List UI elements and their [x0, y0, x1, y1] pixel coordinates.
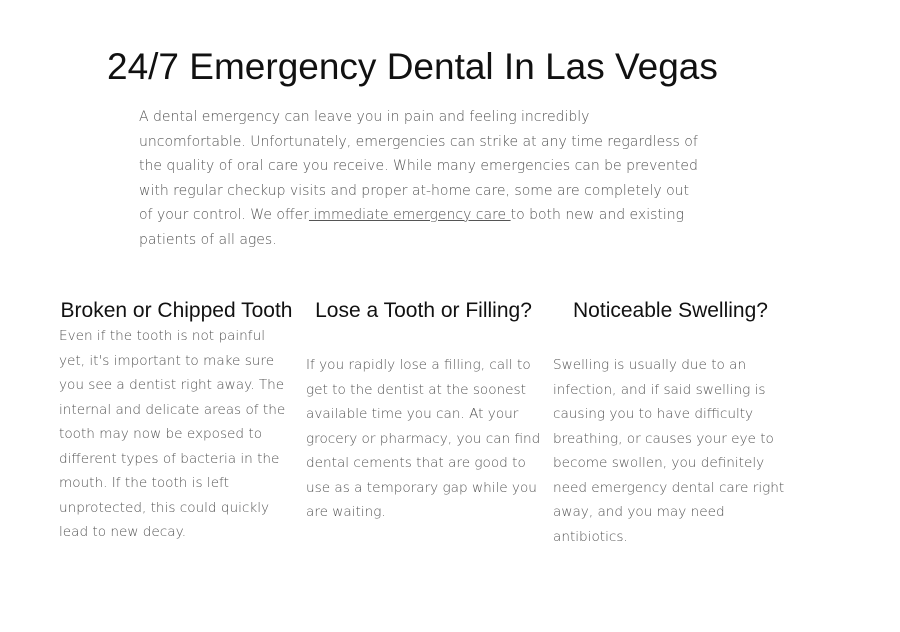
column-swelling — [553, 296, 788, 549]
column-body: Swelling is usually due to an infection, and if said swelling is causing you to have difficulty breathing, or causes your eye to become swollen, you definitely need emergency dental care right away, and you may need antibiotics. — [553, 357, 785, 545]
column-heading: Lose a Tooth or Filling? — [315, 299, 532, 322]
column-body: Even if the tooth is not painful yet, it's important to make sure you see a dentist right away. The internal and delicate areas of the tooth may now be exposed to different types of bacteria in the mouth. If the tooth is left unprotected, this could quickly lead to new decay. — [59, 328, 286, 540]
page-title: 24/7 Emergency Dental In Las Vegas — [107, 46, 718, 87]
column-heading: Broken or Chipped Tooth — [60, 299, 293, 322]
column-lost-filling — [306, 296, 541, 525]
intro-text-before-link: A dental emergency can leave you in pain and feeling incredibly uncomfortable. Unfortunately, emergencies can strike at any time regardless of the quality of oral care you receive. While many emergencies can be prevented with regular checkup visits and proper at-home care, some are completely out of your control. We offer — [139, 109, 698, 223]
immediate-emergency-care-link[interactable]: immediate emergency care — [308, 207, 511, 223]
intro-paragraph — [139, 105, 699, 252]
column-broken-tooth — [59, 296, 294, 545]
intro-text-after-link: to both new and existing patients of all ages. — [139, 207, 685, 248]
column-heading: Noticeable Swelling? — [573, 299, 768, 322]
column-body: If you rapidly lose a filling, call to get to the dentist at the soonest available time you can. At your grocery or pharmacy, you can find dental cements that are good to use as a temporary gap while you are waiting. — [306, 357, 541, 520]
